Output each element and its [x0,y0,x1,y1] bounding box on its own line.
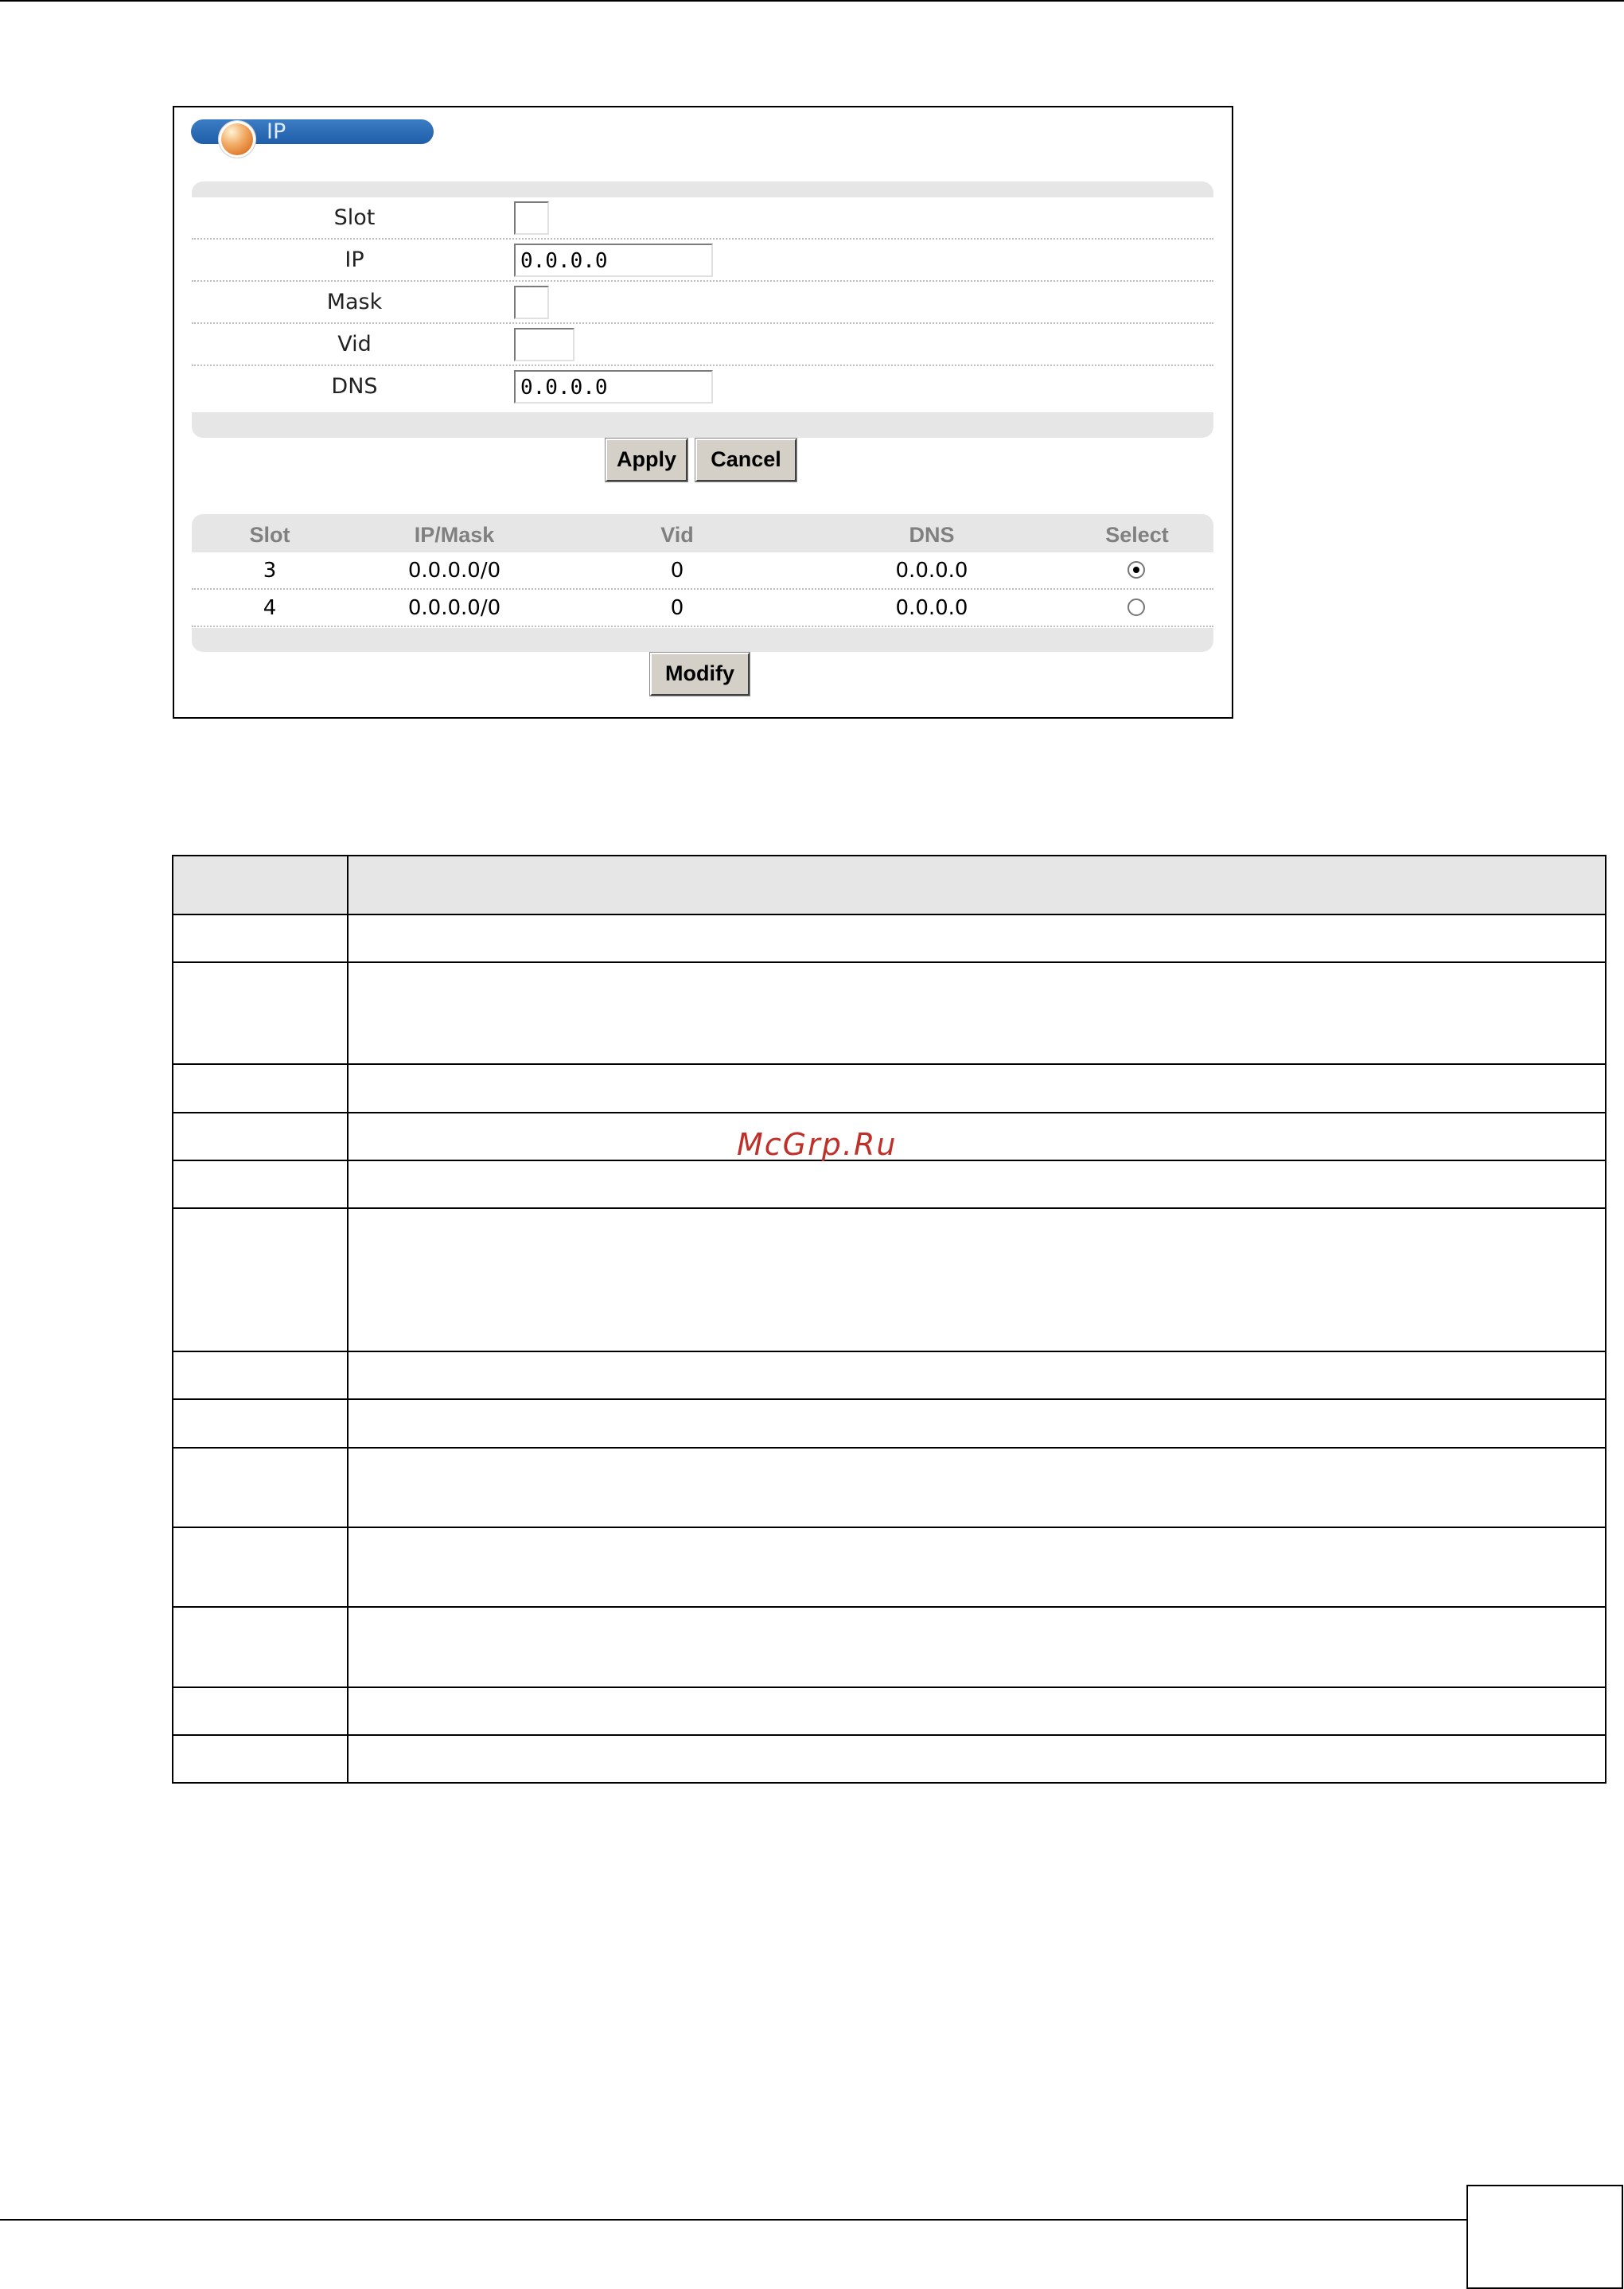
dns-input[interactable]: 0.0.0.0 [514,370,713,404]
apply-button[interactable]: Apply [606,439,687,482]
ip-form [192,181,1213,438]
dns-label: DNS [331,374,378,399]
slot-cell: 4 [263,596,277,620]
table-row [173,1208,1606,1351]
form-row-ip [192,240,1213,282]
ip-label: IP [345,248,364,272]
table-row [192,590,1213,627]
mask-input[interactable] [514,286,549,319]
table-row [173,1399,1606,1448]
ip-config-panel [173,106,1233,719]
header-cell [348,856,1606,914]
select-radio[interactable] [1127,599,1145,616]
vid-label: Vid [337,332,372,357]
slot-label: Slot [333,205,376,230]
form-row-vid [192,324,1213,366]
vid-cell: 0 [670,559,684,583]
orb-icon [218,120,256,158]
list-header [192,521,1213,552]
table-row [173,1351,1606,1399]
mask-label: Mask [326,290,383,314]
column-header-select: Select [1105,523,1169,547]
column-header-slot: Slot [249,523,290,547]
slot-cell: 3 [263,559,277,583]
form-row-mask [192,282,1213,324]
slot-input[interactable] [514,201,549,235]
table-row [173,1160,1606,1208]
vid-cell: 0 [670,596,684,620]
header-cell [173,856,348,914]
dns-cell: 0.0.0.0 [895,596,968,620]
column-header-ipmask: IP/Mask [414,523,495,547]
page-number-box [1466,2185,1623,2289]
ipmask-cell: 0.0.0.0/0 [407,559,501,583]
list-body [192,552,1213,628]
column-header-vid: Vid [660,523,694,547]
panel-title: IP [267,119,286,144]
vid-input[interactable] [514,328,574,361]
dns-cell: 0.0.0.0 [895,559,968,583]
form-row-dns [192,366,1213,408]
ip-list [192,514,1213,652]
column-header-dns: DNS [909,523,955,547]
table-row [173,1687,1606,1735]
watermark: McGrp.Ru [737,1127,898,1162]
table-header-row [173,856,1606,914]
table-row [173,1527,1606,1607]
cancel-button[interactable]: Cancel [695,439,796,482]
ip-input[interactable]: 0.0.0.0 [514,244,713,277]
ipmask-cell: 0.0.0.0/0 [407,596,501,620]
table-row [192,552,1213,590]
table-row [173,962,1606,1064]
ip-form-body [192,197,1213,412]
form-row-slot [192,197,1213,240]
table-row [173,1607,1606,1687]
footer-rule [0,2219,1467,2221]
modify-button[interactable]: Modify [650,653,750,696]
table-row [173,1064,1606,1113]
description-table [172,855,1606,1784]
title-bar [191,119,434,144]
select-radio[interactable] [1127,561,1145,579]
table-row [173,1735,1606,1783]
top-rule [0,0,1624,2]
table-row [173,914,1606,962]
table-row [173,1448,1606,1527]
